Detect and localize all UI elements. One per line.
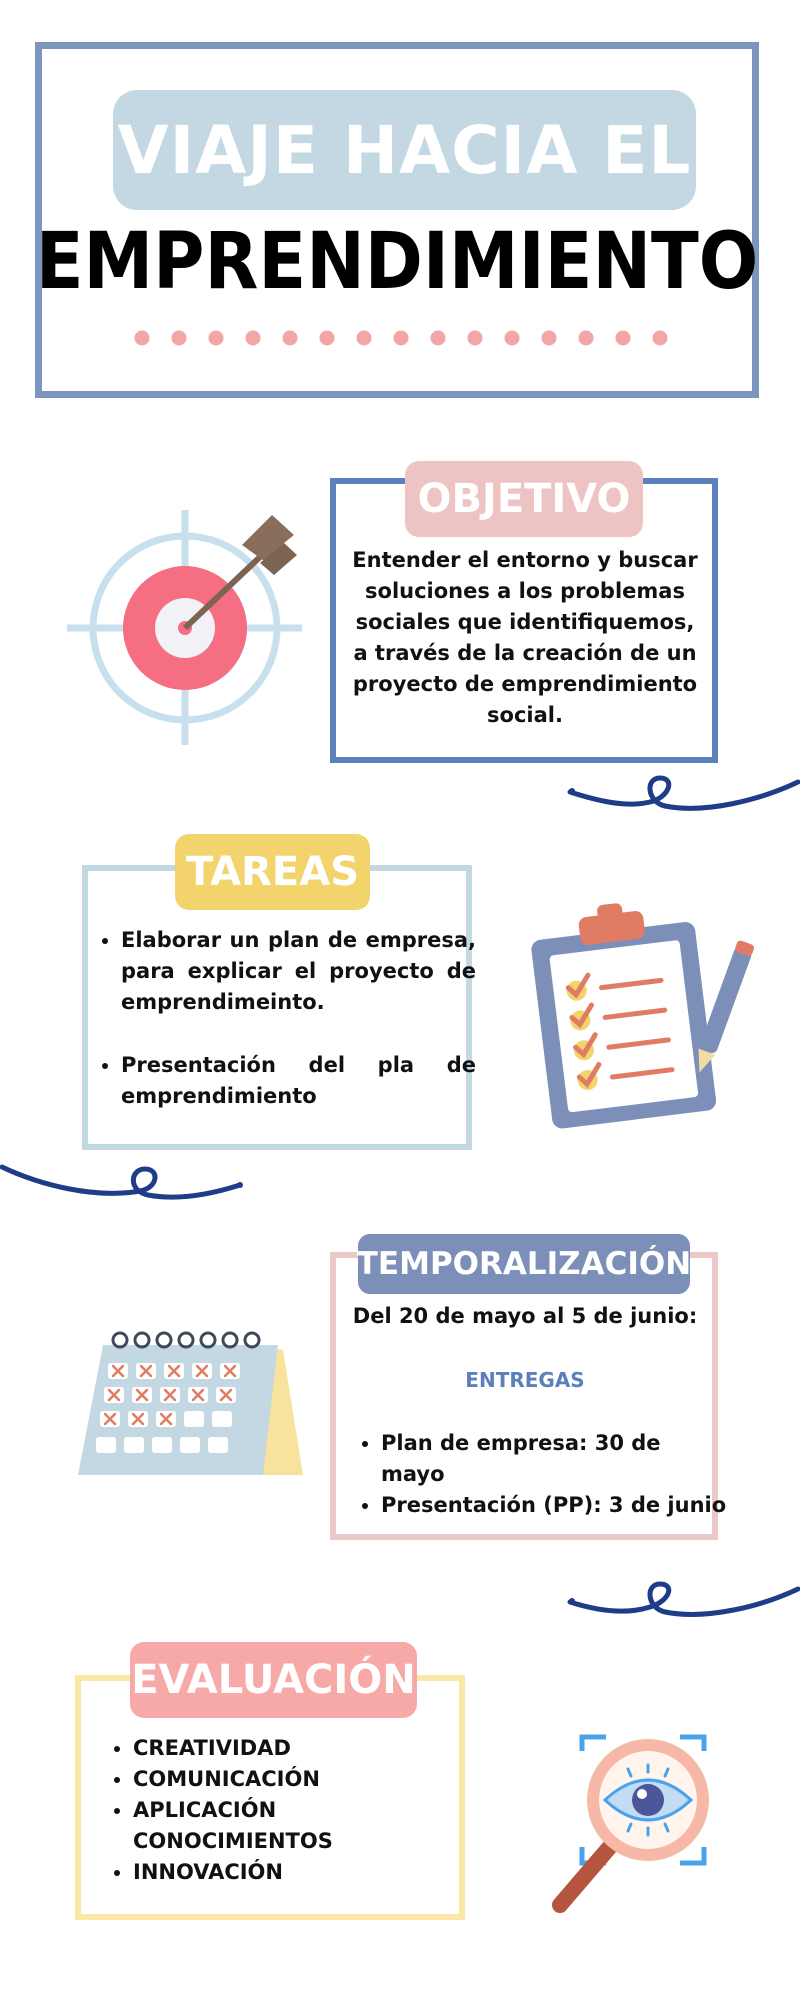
target-arrow-icon (62, 505, 312, 755)
objetivo-heading: OBJETIVO (405, 461, 643, 537)
list-item: • Presentación (PP): 3 de junio (381, 1490, 731, 1521)
evaluacion-list (107, 1733, 473, 1888)
list-item: • Presentación del pla de emprendimiento (121, 1050, 476, 1112)
temporalizacion-heading: TEMPORALIZACIÓN (358, 1234, 690, 1294)
page-title-line1: VIAJE HACIA EL (117, 111, 692, 189)
clipboard-checklist-icon (525, 895, 755, 1120)
page-title-line2: EMPRENDIMIENTO (35, 215, 759, 307)
squiggle-divider (0, 1155, 245, 1215)
tareas-heading: TAREAS (175, 834, 370, 910)
entregas-list (355, 1428, 731, 1521)
tareas-list (95, 925, 476, 1144)
list-item: • CREATIVIDAD (133, 1733, 473, 1764)
dot-divider (130, 330, 680, 346)
objetivo-text: Entender el entorno y buscar soluciones a los problemas sociales que identifiquemos, a través de la creación de un proyecto de emprendimiento social. (352, 548, 698, 727)
list-item: • Plan de empresa: 30 de mayo (381, 1428, 731, 1490)
list-item: • INNOVACIÓN (133, 1857, 473, 1888)
squiggle-divider (565, 1575, 800, 1635)
list-item: • APLICACIÓN CONOCIMIENTOS (133, 1795, 473, 1857)
title-banner (113, 90, 696, 210)
entregas-label: ENTREGAS (465, 1368, 585, 1392)
magnifier-eye-icon (540, 1725, 740, 1925)
calendar-icon (78, 1325, 303, 1485)
squiggle-divider (565, 770, 800, 830)
list-item: • Elaborar un plan de empresa, para explicar el proyecto de emprendimeinto. (121, 925, 476, 1018)
date-range: Del 20 de mayo al 5 de junio: (352, 1304, 698, 1328)
evaluacion-heading: EVALUACIÓN (130, 1642, 417, 1718)
list-item: • COMUNICACIÓN (133, 1764, 473, 1795)
